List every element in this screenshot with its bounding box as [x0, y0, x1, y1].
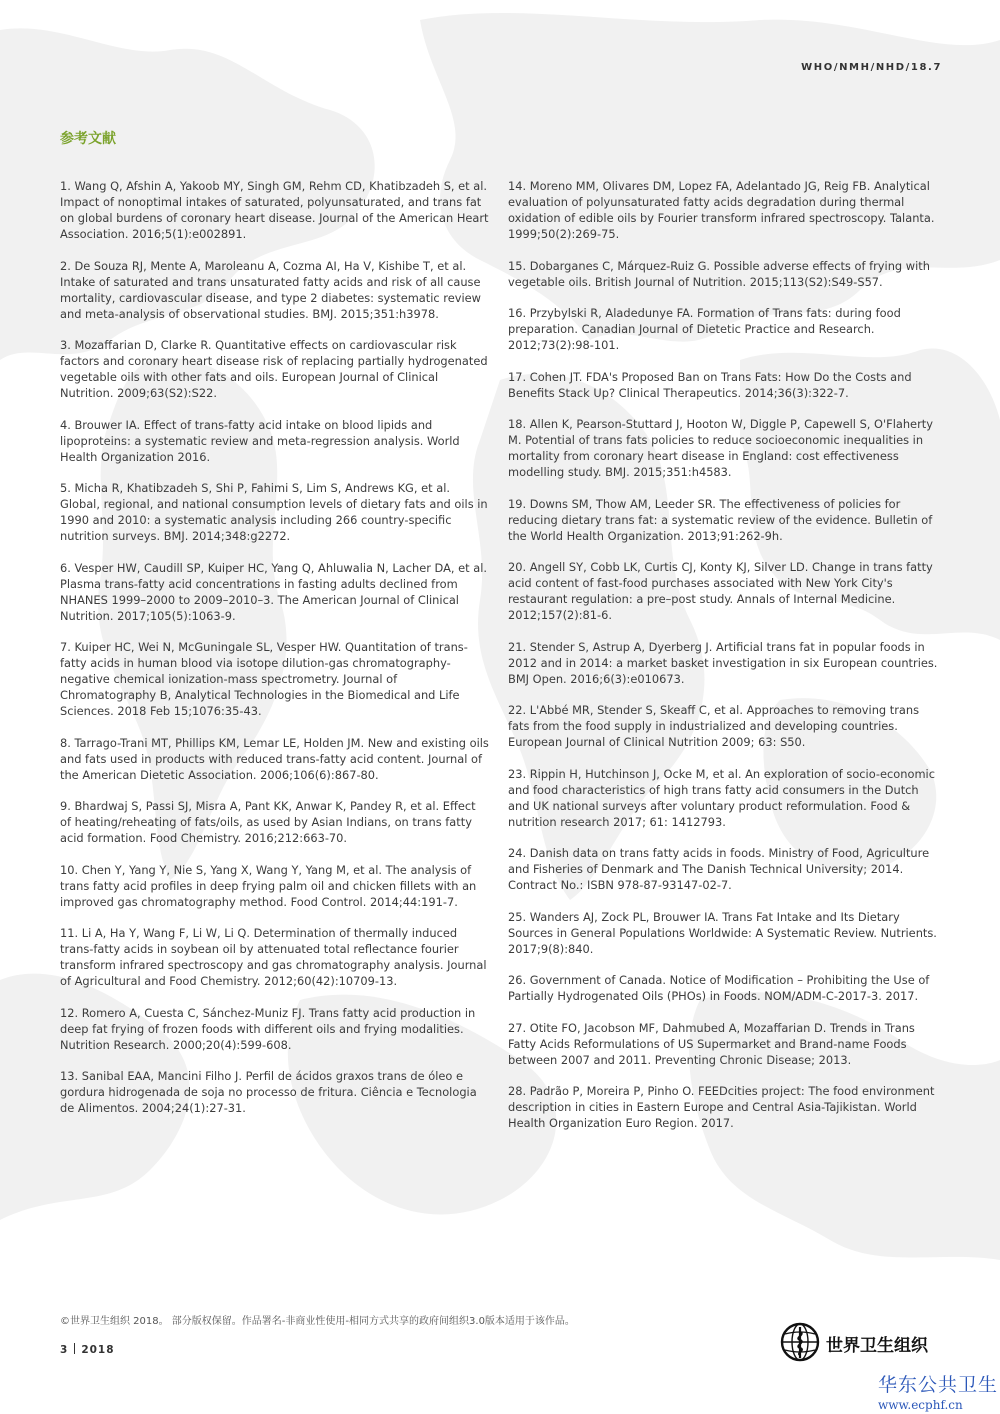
- reference-item: 16. Przybylski R, Aladedunye FA. Formation of Trans fats: during food preparation. Canadian Journal of Dietetic Practice and Research. 2012;73(2):98-101.: [508, 306, 901, 352]
- reference-item: 7. Kuiper HC, Wei N, McGuningale SL, Vesper HW. Quantitation of trans-fatty acids in human blood via isotope dilution-gas chromatography-negative chemical ionization-mass spectrometry. Journal of Chromatography B, Analytical Technologies in the Biomedical and Life Sciences. 2018 Feb 15;1076:35-43.: [60, 640, 468, 718]
- reference-item: 14. Moreno MM, Olivares DM, Lopez FA, Adelantado JG, Reig FB. Analytical evaluation of polyunsaturated fatty acids degradation during thermal oxidation of edible oils by Fourier transform infrared spectroscopy. Talanta. 1999;50(2):269-75.: [508, 179, 935, 241]
- reference-item: 1. Wang Q, Afshin A, Yakoob MY, Singh GM, Rehm CD, Khatibzadeh S, et al. Impact of nonoptimal intakes of saturated, polyunsaturated, and trans fat on global burdens of coronary heart disease. Journal of the American Heart Association. 2016;5(1):e002891.: [60, 179, 489, 241]
- reference-item: 3. Mozaffarian D, Clarke R. Quantitative effects on cardiovascular risk factors and coronary heart disease risk of replacing partially hydrogenated vegetable oils with other fats and oils. European Journal of Clinical Nutrition. 2009;63(S2):S22.: [60, 338, 488, 400]
- section-title: 参考文献: [60, 131, 116, 147]
- reference-item: 4. Brouwer IA. Effect of trans-fatty acid intake on blood lipids and lipoproteins: a systematic review and meta-regression analysis. World Health Organization 2016.: [60, 417, 460, 464]
- reference-item: 12. Romero A, Cuesta C, Sánchez-Muniz FJ. Trans fatty acid production in deep fat frying of frozen foods with different oils and frying modalities. Nutrition Research. 2000;20(4):599-608.: [60, 1005, 476, 1052]
- reference-item: 6. Vesper HW, Caudill SP, Kuiper HC, Yang Q, Ahluwalia N, Lacher DA, et al. Plasma trans-fatty acid concentrations in fasting adults declined from NHANES 1999–2000 to 2009–2010–3. The American Journal of Clinical Nutrition. 2017;105(5):1063-9.: [60, 560, 487, 623]
- reference-item: 21. Stender S, Astrup A, Dyerberg J. Artificial trans fat in popular foods in 2012 and in 2014: a market basket investigation in six European countries. BMJ Open. 2016;6(3):e010673.: [508, 639, 938, 686]
- reference-item: 27. Otite FO, Jacobson MF, Dahmubed A, Mozaffarian D. Trends in Trans Fatty Acids Reformulations of US Supermarket and Brand-name Foods between 2007 and 2011. Preventing Chronic Disease; 2013.: [508, 1020, 915, 1067]
- reference-item: 25. Wanders AJ, Zock PL, Brouwer IA. Trans Fat Intake and Its Dietary Sources in General Populations Worldwide: A Systematic Review. Nutrients. 2017;9(8):840.: [508, 909, 937, 956]
- watermark-url: www.ecphf.cn: [878, 1398, 963, 1412]
- page-number-value: 3: [60, 1344, 69, 1356]
- reference-item: 15. Dobarganes C, Márquez-Ruiz G. Possible adverse effects of frying with vegetable oils. British Journal of Nutrition. 2015;113(S2):S49-S57.: [508, 258, 930, 289]
- reference-item: 11. Li A, Ha Y, Wang F, Li W, Li Q. Determination of thermally induced trans-fatty acids in soybean oil by attenuated total reflectance fourier transform infrared spectroscopy and gas chromatography analysis. Journal of Agricultural and Food Chemistry. 2012;60(42):10709-13.: [60, 926, 487, 988]
- reference-item: 13. Sanibal EAA, Mancini Filho J. Perfil de ácidos graxos trans de óleo e gordura hidrogenada de soja no processo de fritura. Ciência e Tecnologia de Alimentos. 2004;24(1):27-31.: [60, 1069, 477, 1115]
- document-code: WHO/NMH/NHD/18.7: [801, 62, 942, 73]
- references-right-column: [508, 178, 940, 1147]
- reference-item: 18. Allen K, Pearson-Stuttard J, Hooton W, Diggle P, Capewell S, O'Flaherty M. Potential of trans fats policies to reduce socioeconomic inequalities in mortality from coronary heart disease in England: cost effectiveness modelling study. BMJ. 2015;351:h4583.: [508, 417, 933, 479]
- reference-item: 28. Padrão P, Moreira P, Pinho O. FEEDcities project: The food environment description in cities in Eastern Europe and Central Asia-Tajikistan. World Health Organization Euro Region. 2017.: [508, 1084, 935, 1130]
- who-emblem-icon: [780, 1322, 820, 1362]
- reference-item: 26. Government of Canada. Notice of Modification – Prohibiting the Use of Partially Hydrogenated Oils (PHOs) in Foods. NOM/ADM-C-2017-3. 2017.: [508, 973, 930, 1003]
- reference-item: 2. De Souza RJ, Mente A, Maroleanu A, Cozma AI, Ha V, Kishibe T, et al. Intake of saturated and trans unsaturated fatty acids and risk of all cause mortality, cardiovascular disease, and type 2 diabetes: systematic review and meta-analysis of observational studies. BMJ. 2015;351:h3978.: [60, 258, 481, 321]
- reference-item: 8. Tarrago-Trani MT, Phillips KM, Lemar LE, Holden JM. New and existing oils and fats used in products with reduced trans-fatty acid content. Journal of the American Dietetic Association. 2006;106(6):867-80.: [60, 735, 489, 782]
- page-number: [60, 1343, 115, 1356]
- copyright-notice: ©世界卫生组织 2018。 部分版权保留。作品署名-非商业性使用-相同方式共享的政府间组织3.0版本适用于该作品。: [60, 1316, 575, 1327]
- references-left-column: [60, 178, 490, 1132]
- reference-item: 20. Angell SY, Cobb LK, Curtis CJ, Konty KJ, Silver LD. Change in trans fatty acid content of fast-food purchases associated with New York City's restaurant regulation: a pre–post study. Annals of Internal Medicine. 2012;157(2):81-6.: [508, 560, 933, 622]
- reference-item: 9. Bhardwaj S, Passi SJ, Misra A, Pant KK, Anwar K, Pandey R, et al. Effect of heating/reheating of fats/oils, as used by Asian Indians, on trans fatty acid formation. Food Chemistry. 2016;212:663-70.: [60, 799, 476, 845]
- site-watermark: [878, 1370, 998, 1412]
- reference-item: 17. Cohen JT. FDA's Proposed Ban on Trans Fats: How Do the Costs and Benefits Stack Up? Clinical Therapeutics. 2014;36(3):322-7.: [508, 369, 912, 400]
- page-divider: [74, 1343, 75, 1354]
- reference-item: 23. Rippin H, Hutchinson J, Ocke M, et al. An exploration of socio-economic and food characteristics of high trans fatty acid consumers in the Dutch and UK national surveys after voluntary product reformulation. Food & nutrition research 2017; 61: 1412793.: [508, 766, 935, 829]
- reference-item: 24. Danish data on trans fatty acids in foods. Ministry of Food, Agriculture and Fisheries of Denmark and The Danish Technical University; 2014. Contract No.: ISBN 978-87-93147-02-7.: [508, 846, 930, 892]
- page-year: 2018: [81, 1344, 115, 1356]
- reference-item: 10. Chen Y, Yang Y, Nie S, Yang X, Wang Y, Yang M, et al. The analysis of trans fatty acid profiles in deep frying palm oil and chicken fillets with an improved gas chromatography method. Food Control. 2014;44:191-7.: [60, 862, 477, 909]
- who-logo: [780, 1322, 942, 1362]
- who-logo-text: 世界卫生组织: [826, 1336, 928, 1356]
- watermark-text: 华东公共卫生: [878, 1374, 999, 1396]
- reference-item: 5. Micha R, Khatibzadeh S, Shi P, Fahimi S, Lim S, Andrews KG, et al. Global, regional, and national consumption levels of dietary fats and oils in 1990 and 2010: a systematic analysis including 266 country-specific nutrition surveys. BMJ. 2014;348:g2272.: [60, 481, 488, 543]
- reference-item: 22. L'Abbé MR, Stender S, Skeaff C, et al. Approaches to removing trans fats from the food supply in industrialized and developing countries. European Journal of Clinical Nutrition 2009; 63: S50.: [508, 703, 920, 749]
- reference-item: 19. Downs SM, Thow AM, Leeder SR. The effectiveness of policies for reducing dietary trans fat: a systematic review of the evidence. Bulletin of the World Health Organization. 2013;91:262-9h.: [508, 496, 933, 543]
